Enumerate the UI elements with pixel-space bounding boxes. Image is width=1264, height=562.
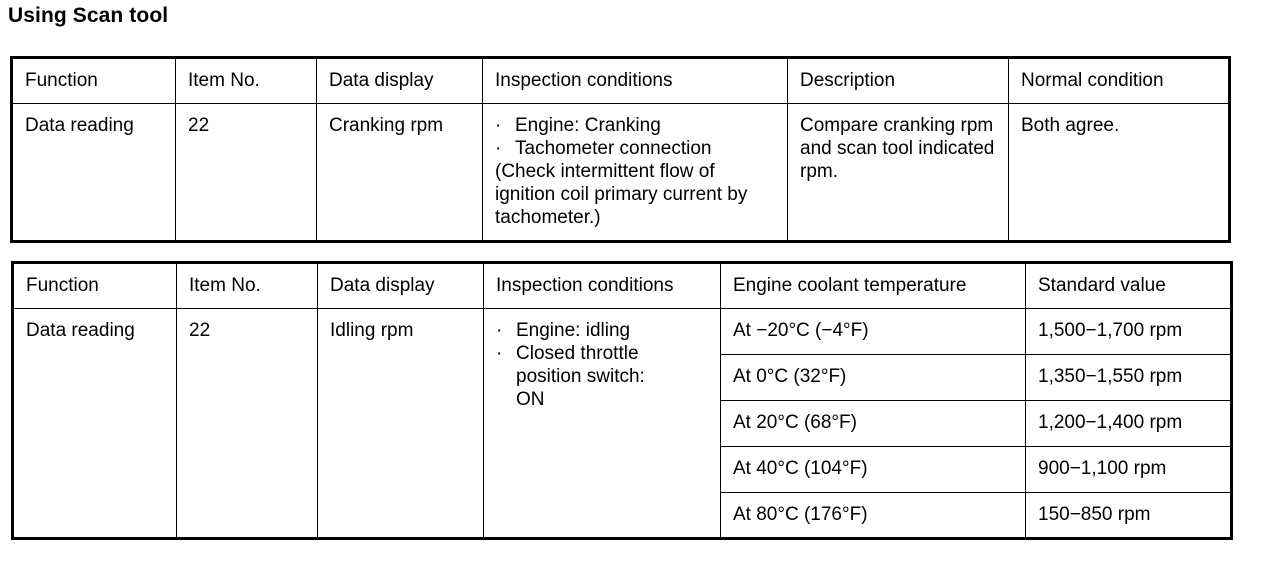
- header-item-no: Item No.: [176, 58, 317, 104]
- cell-normal-condition: Both agree.: [1009, 104, 1230, 242]
- cranking-rpm-table: [10, 56, 1231, 243]
- cell-function: Data reading: [13, 309, 177, 539]
- cell-standard-value: 1,200−1,400 rpm: [1026, 401, 1232, 447]
- header-data-display: Data display: [318, 263, 484, 309]
- cell-item-no: 22: [177, 309, 318, 539]
- header-normal-condition: Normal condition: [1009, 58, 1230, 104]
- header-inspection-conditions: Inspection conditions: [484, 263, 721, 309]
- cell-data-display: Idling rpm: [318, 309, 484, 539]
- header-item-no: Item No.: [177, 263, 318, 309]
- cell-standard-value: 1,350−1,550 rpm: [1026, 355, 1232, 401]
- cell-inspection-conditions: [483, 104, 788, 242]
- cell-temperature: At 40°C (104°F): [721, 447, 1026, 493]
- header-description: Description: [788, 58, 1009, 104]
- header-data-display: Data display: [317, 58, 483, 104]
- conditions-list: [495, 114, 775, 160]
- cell-standard-value: 900−1,100 rpm: [1026, 447, 1232, 493]
- list-item: · Engine: idling: [496, 320, 631, 341]
- list-item: · Tachometer connection: [495, 138, 712, 159]
- cell-temperature: At 20°C (68°F): [721, 401, 1026, 447]
- table-header-row: [13, 263, 1232, 309]
- cell-item-no: 22: [176, 104, 317, 242]
- cell-description: Compare cranking rpm and scan tool indicated rpm.: [788, 104, 1009, 242]
- idling-rpm-table: [11, 261, 1233, 540]
- list-item: · Engine: Cranking: [495, 115, 661, 136]
- page-title: Using Scan tool: [8, 4, 169, 27]
- header-engine-coolant-temperature: Engine coolant temperature: [721, 263, 1026, 309]
- header-function: Function: [13, 263, 177, 309]
- header-standard-value: Standard value: [1026, 263, 1232, 309]
- list-item: · Closed throttle position switch: ON: [496, 343, 645, 410]
- cell-temperature: At −20°C (−4°F): [721, 309, 1026, 355]
- table-row: [13, 309, 1232, 355]
- table-row: [12, 104, 1230, 242]
- cell-standard-value: 150−850 rpm: [1026, 493, 1232, 539]
- cell-data-display: Cranking rpm: [317, 104, 483, 242]
- cell-inspection-conditions: [484, 309, 721, 539]
- condition-note: (Check intermittent flow of ignition coil primary current by tachometer.): [495, 161, 748, 228]
- conditions-list: [496, 319, 708, 411]
- cell-standard-value: 1,500−1,700 rpm: [1026, 309, 1232, 355]
- cell-function: Data reading: [12, 104, 176, 242]
- header-function: Function: [12, 58, 176, 104]
- table-header-row: [12, 58, 1230, 104]
- cell-temperature: At 0°C (32°F): [721, 355, 1026, 401]
- header-inspection-conditions: Inspection conditions: [483, 58, 788, 104]
- cell-temperature: At 80°C (176°F): [721, 493, 1026, 539]
